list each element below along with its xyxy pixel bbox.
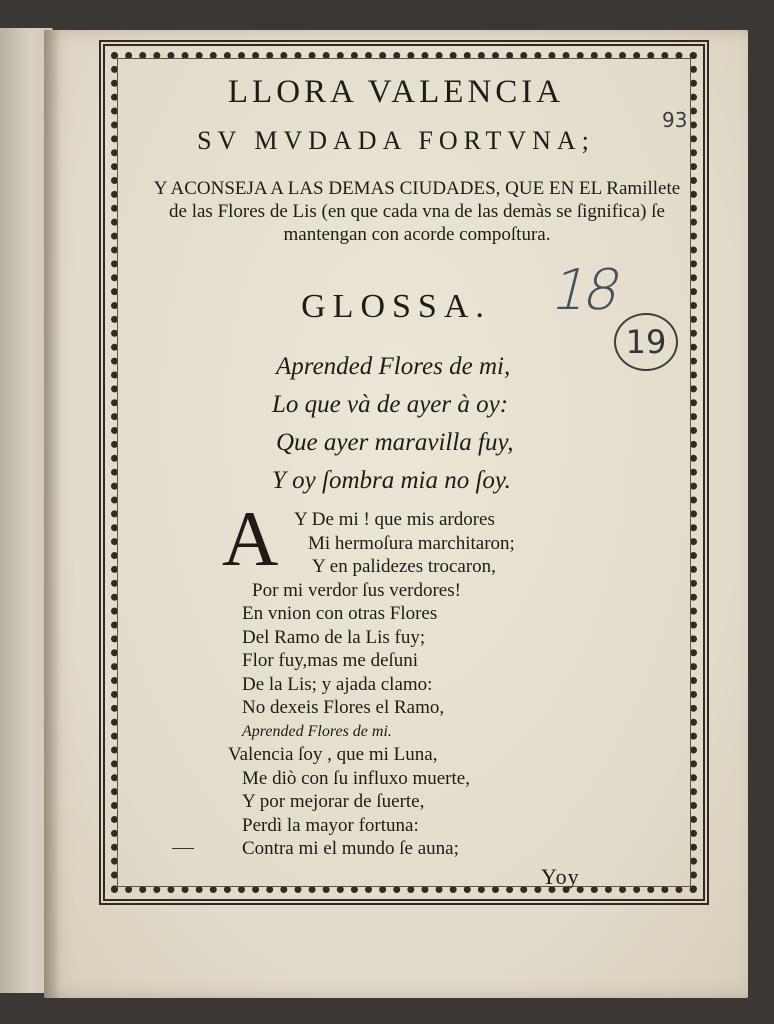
glossa-line: Y oy ſombra mia no ſoy. [272, 467, 511, 494]
glossa-heading: GLOSSA. [301, 288, 491, 325]
glossa-line: Que ayer maravilla fuy, [276, 429, 514, 456]
glossa-line: Lo que và de ayer à oy: [272, 391, 509, 418]
glossa-stanza [272, 348, 513, 500]
poem-line: Y en palidezes trocaron, [312, 556, 496, 577]
poem-line: Mi hermoſura marchitaron; [308, 532, 515, 554]
page-content [44, 30, 748, 998]
title-line-1: LLORA VALENCIA [227, 74, 565, 110]
poem-line: De la Lis; y ajada clamo: [242, 673, 433, 695]
circled-handwritten-number: 19 [614, 313, 678, 371]
margin-dash [172, 848, 194, 849]
glossa-line: Aprended Flores de mi, [276, 353, 511, 380]
title-subtitle: Y ACONSEJA A LAS DEMAS CIUDADES, QUE EN EL Ramillete de las Flores de Lis (en que cada vna de las demàs se ſignifica) ſe mantengan con acorde compoſtura. [153, 178, 681, 245]
poem-line: Valencia ſoy , que mi Luna, [228, 744, 438, 765]
poem-body [228, 508, 515, 861]
handwritten-shelfmark: 18 [545, 258, 625, 323]
poem-line: En vnion con otras Flores [242, 603, 438, 624]
poem-line: Flor fuy,mas me deſuni [242, 650, 419, 671]
poem-refrain-line: Aprended Flores de mi. [242, 722, 392, 740]
poem-line: Por mi verdor ſus verdores! [252, 579, 461, 601]
drop-cap: A [222, 495, 279, 582]
poem-line: Del Ramo de la Lis fuy; [242, 626, 426, 648]
poem-line: Me diò con ſu influxo muerte, [242, 767, 470, 789]
title-line-2: SV MVDADA FORTVNA; [197, 126, 595, 155]
poem-line: Perdì la mayor fortuna: [242, 814, 419, 836]
catchword: Yoy [541, 864, 580, 889]
poem-line: Y por mejorar de ſuerte, [242, 791, 425, 812]
poem-line: Y De mi ! que mis ardores [294, 509, 495, 530]
poem-line: No dexeis Flores el Ramo, [242, 697, 445, 718]
poem-line: Contra mi el mundo ſe auna; [242, 838, 459, 859]
book-page [44, 30, 748, 998]
folio-number: 93 [662, 108, 688, 132]
